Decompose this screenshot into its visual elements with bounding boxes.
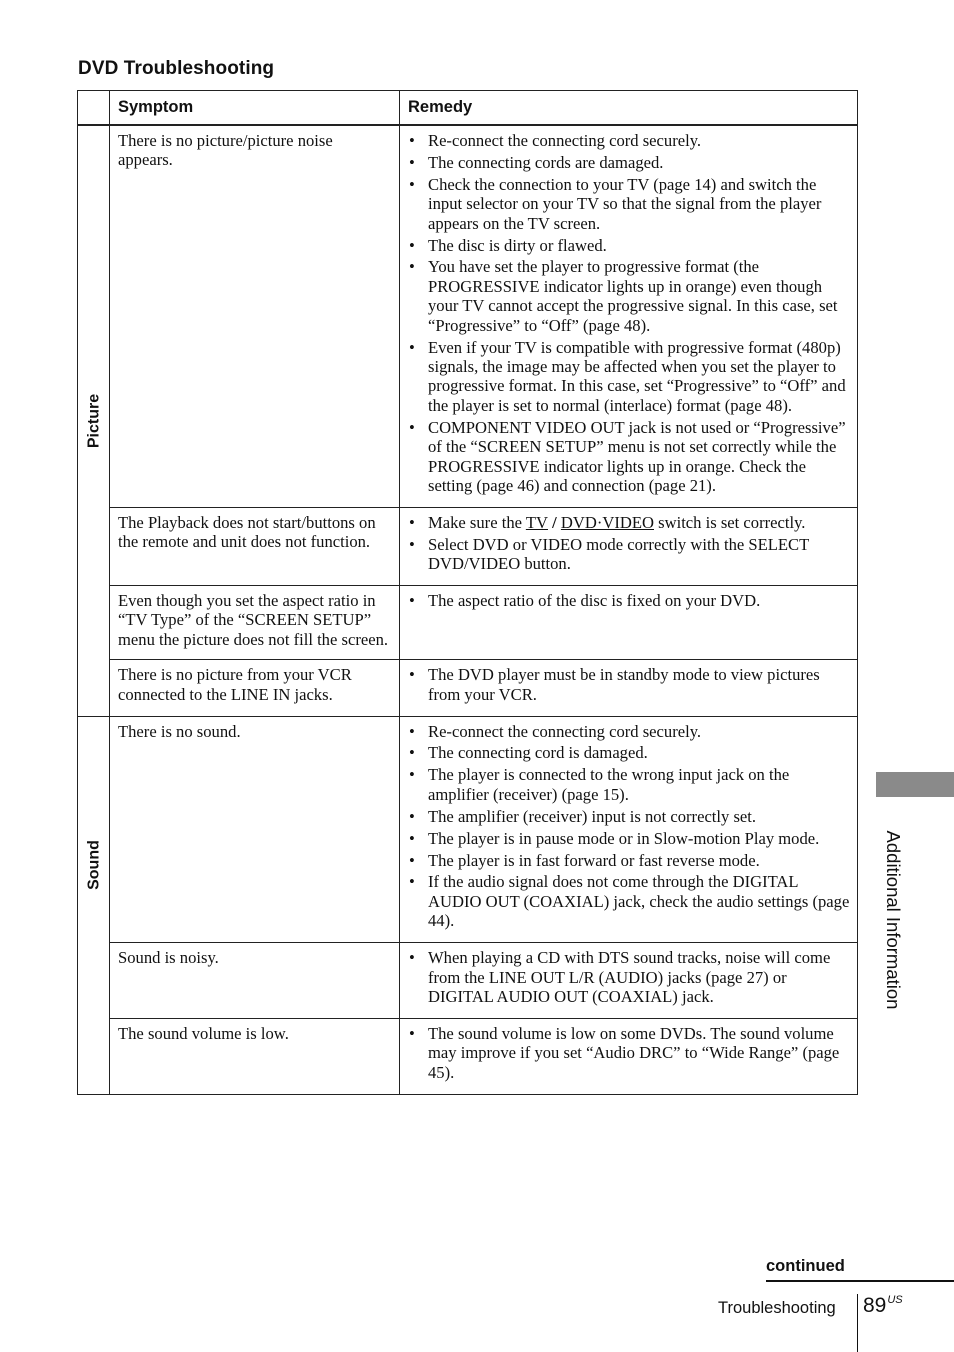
remedy-item: • COMPONENT VIDEO OUT jack is not used or “Progressive” of the “SCREEN SETUP” menu is not set correctly while the PROGRESSIVE indicator lights up in orange. Check the setting (page 46) and connection (page 21). bbox=[408, 418, 851, 496]
remedy-item: • Make sure the TV / DVD·VIDEO switch is set correctly. bbox=[408, 513, 851, 532]
section-tab-marker bbox=[876, 772, 954, 797]
symptom-cell: The Playback does not start/buttons on the remote and unit does not function. bbox=[110, 507, 400, 585]
remedy-cell bbox=[400, 660, 858, 716]
tv-switch-label: TV bbox=[525, 512, 548, 532]
table-row bbox=[78, 125, 858, 507]
remedy-item: • The connecting cords are damaged. bbox=[408, 153, 851, 172]
remedy-cell bbox=[400, 586, 858, 660]
remedy-item: • The player is in fast forward or fast reverse mode. bbox=[408, 851, 851, 870]
remedy-item: • The disc is dirty or flawed. bbox=[408, 236, 851, 255]
remedy-item: • You have set the player to progressive format (the PROGRESSIVE indicator lights up in orange) even though your TV cannot accept the progressive signal. In this case, set “Progressive” to “Off” (page 48). bbox=[408, 257, 851, 335]
remedy-cell bbox=[400, 943, 858, 1019]
dvd-video-switch-label: DVD·VIDEO bbox=[560, 512, 654, 532]
page-suffix: US bbox=[887, 1294, 903, 1306]
category-label-sound: Sound bbox=[84, 840, 102, 890]
remedy-list bbox=[408, 513, 851, 574]
continued-label: continued bbox=[766, 1257, 845, 1275]
symptom-column-header: Symptom bbox=[110, 91, 400, 126]
remedy-cell bbox=[400, 716, 858, 943]
remedy-item: • If the audio signal does not come through the DIGITAL AUDIO OUT (COAXIAL) jack, check the audio settings (page 44). bbox=[408, 872, 851, 930]
table-row bbox=[78, 660, 858, 716]
remedy-item: • The sound volume is low on some DVDs. The sound volume may improve if you set “Audio DRC” to “Wide Range” (page 45). bbox=[408, 1024, 851, 1082]
category-header-cell bbox=[78, 91, 110, 126]
table-row bbox=[78, 1018, 858, 1094]
category-label-picture: Picture bbox=[84, 393, 102, 448]
remedy-list bbox=[408, 591, 851, 610]
remedy-list bbox=[408, 722, 851, 931]
remedy-item: • When playing a CD with DTS sound tracks, noise will come from the LINE OUT L/R (AUDIO) jacks (page 27) or DIGITAL AUDIO OUT (COAXIAL) jack. bbox=[408, 948, 851, 1006]
symptom-cell: There is no picture/picture noise appears. bbox=[110, 125, 400, 507]
category-sound bbox=[78, 716, 110, 1094]
remedy-column-header: Remedy bbox=[400, 91, 858, 126]
symptom-cell: Even though you set the aspect ratio in “TV Type” of the “SCREEN SETUP” menu the picture does not fill the screen. bbox=[110, 586, 400, 660]
remedy-list bbox=[408, 1024, 851, 1082]
symptom-cell: The sound volume is low. bbox=[110, 1018, 400, 1094]
remedy-cell bbox=[400, 1018, 858, 1094]
footer-divider bbox=[766, 1280, 954, 1282]
remedy-item: • The player is connected to the wrong input jack on the amplifier (receiver) (page 15). bbox=[408, 765, 851, 804]
side-section-label: Additional Information bbox=[883, 830, 904, 1010]
table-row bbox=[78, 716, 858, 943]
remedy-cell bbox=[400, 125, 858, 507]
footer-vertical-divider bbox=[857, 1294, 858, 1352]
symptom-cell: There is no sound. bbox=[110, 716, 400, 943]
remedy-item: • The player is in pause mode or in Slow-motion Play mode. bbox=[408, 829, 851, 848]
remedy-item: • Check the connection to your TV (page 14) and switch the input selector on your TV so that the signal from the player appears on the TV screen. bbox=[408, 175, 851, 233]
symptom-cell: Sound is noisy. bbox=[110, 943, 400, 1019]
remedy-item: • Select DVD or VIDEO mode correctly with the SELECT DVD/VIDEO button. bbox=[408, 535, 851, 574]
remedy-item: • The aspect ratio of the disc is fixed on your DVD. bbox=[408, 591, 851, 610]
remedy-item: • The DVD player must be in standby mode to view pictures from your VCR. bbox=[408, 665, 851, 704]
table-header-row bbox=[78, 91, 858, 126]
table-row bbox=[78, 586, 858, 660]
remedy-item: • The amplifier (receiver) input is not correctly set. bbox=[408, 807, 851, 826]
symptom-cell: There is no picture from your VCR connected to the LINE IN jacks. bbox=[110, 660, 400, 716]
remedy-cell bbox=[400, 507, 858, 585]
page-number: $89^{US}$ bbox=[863, 1294, 903, 1317]
table-row bbox=[78, 943, 858, 1019]
footer-section-name: Troubleshooting bbox=[718, 1299, 836, 1317]
remedy-item: • Even if your TV is compatible with progressive format (480p) signals, the image may be affected when you set the player to progressive format. In this case, set “Progressive” to “Off” and the player is set to normal (interlace) format (page 48). bbox=[408, 338, 851, 416]
remedy-item: • The connecting cord is damaged. bbox=[408, 743, 851, 762]
remedy-list bbox=[408, 665, 851, 704]
remedy-list bbox=[408, 948, 851, 1006]
remedy-item: • Re-connect the connecting cord securely. bbox=[408, 131, 851, 150]
remedy-item: • Re-connect the connecting cord securely. bbox=[408, 722, 851, 741]
section-title: DVD Troubleshooting bbox=[78, 58, 275, 79]
remedy-list bbox=[408, 131, 851, 495]
table-row bbox=[78, 507, 858, 585]
troubleshooting-table bbox=[77, 90, 858, 1095]
category-picture bbox=[78, 125, 110, 716]
